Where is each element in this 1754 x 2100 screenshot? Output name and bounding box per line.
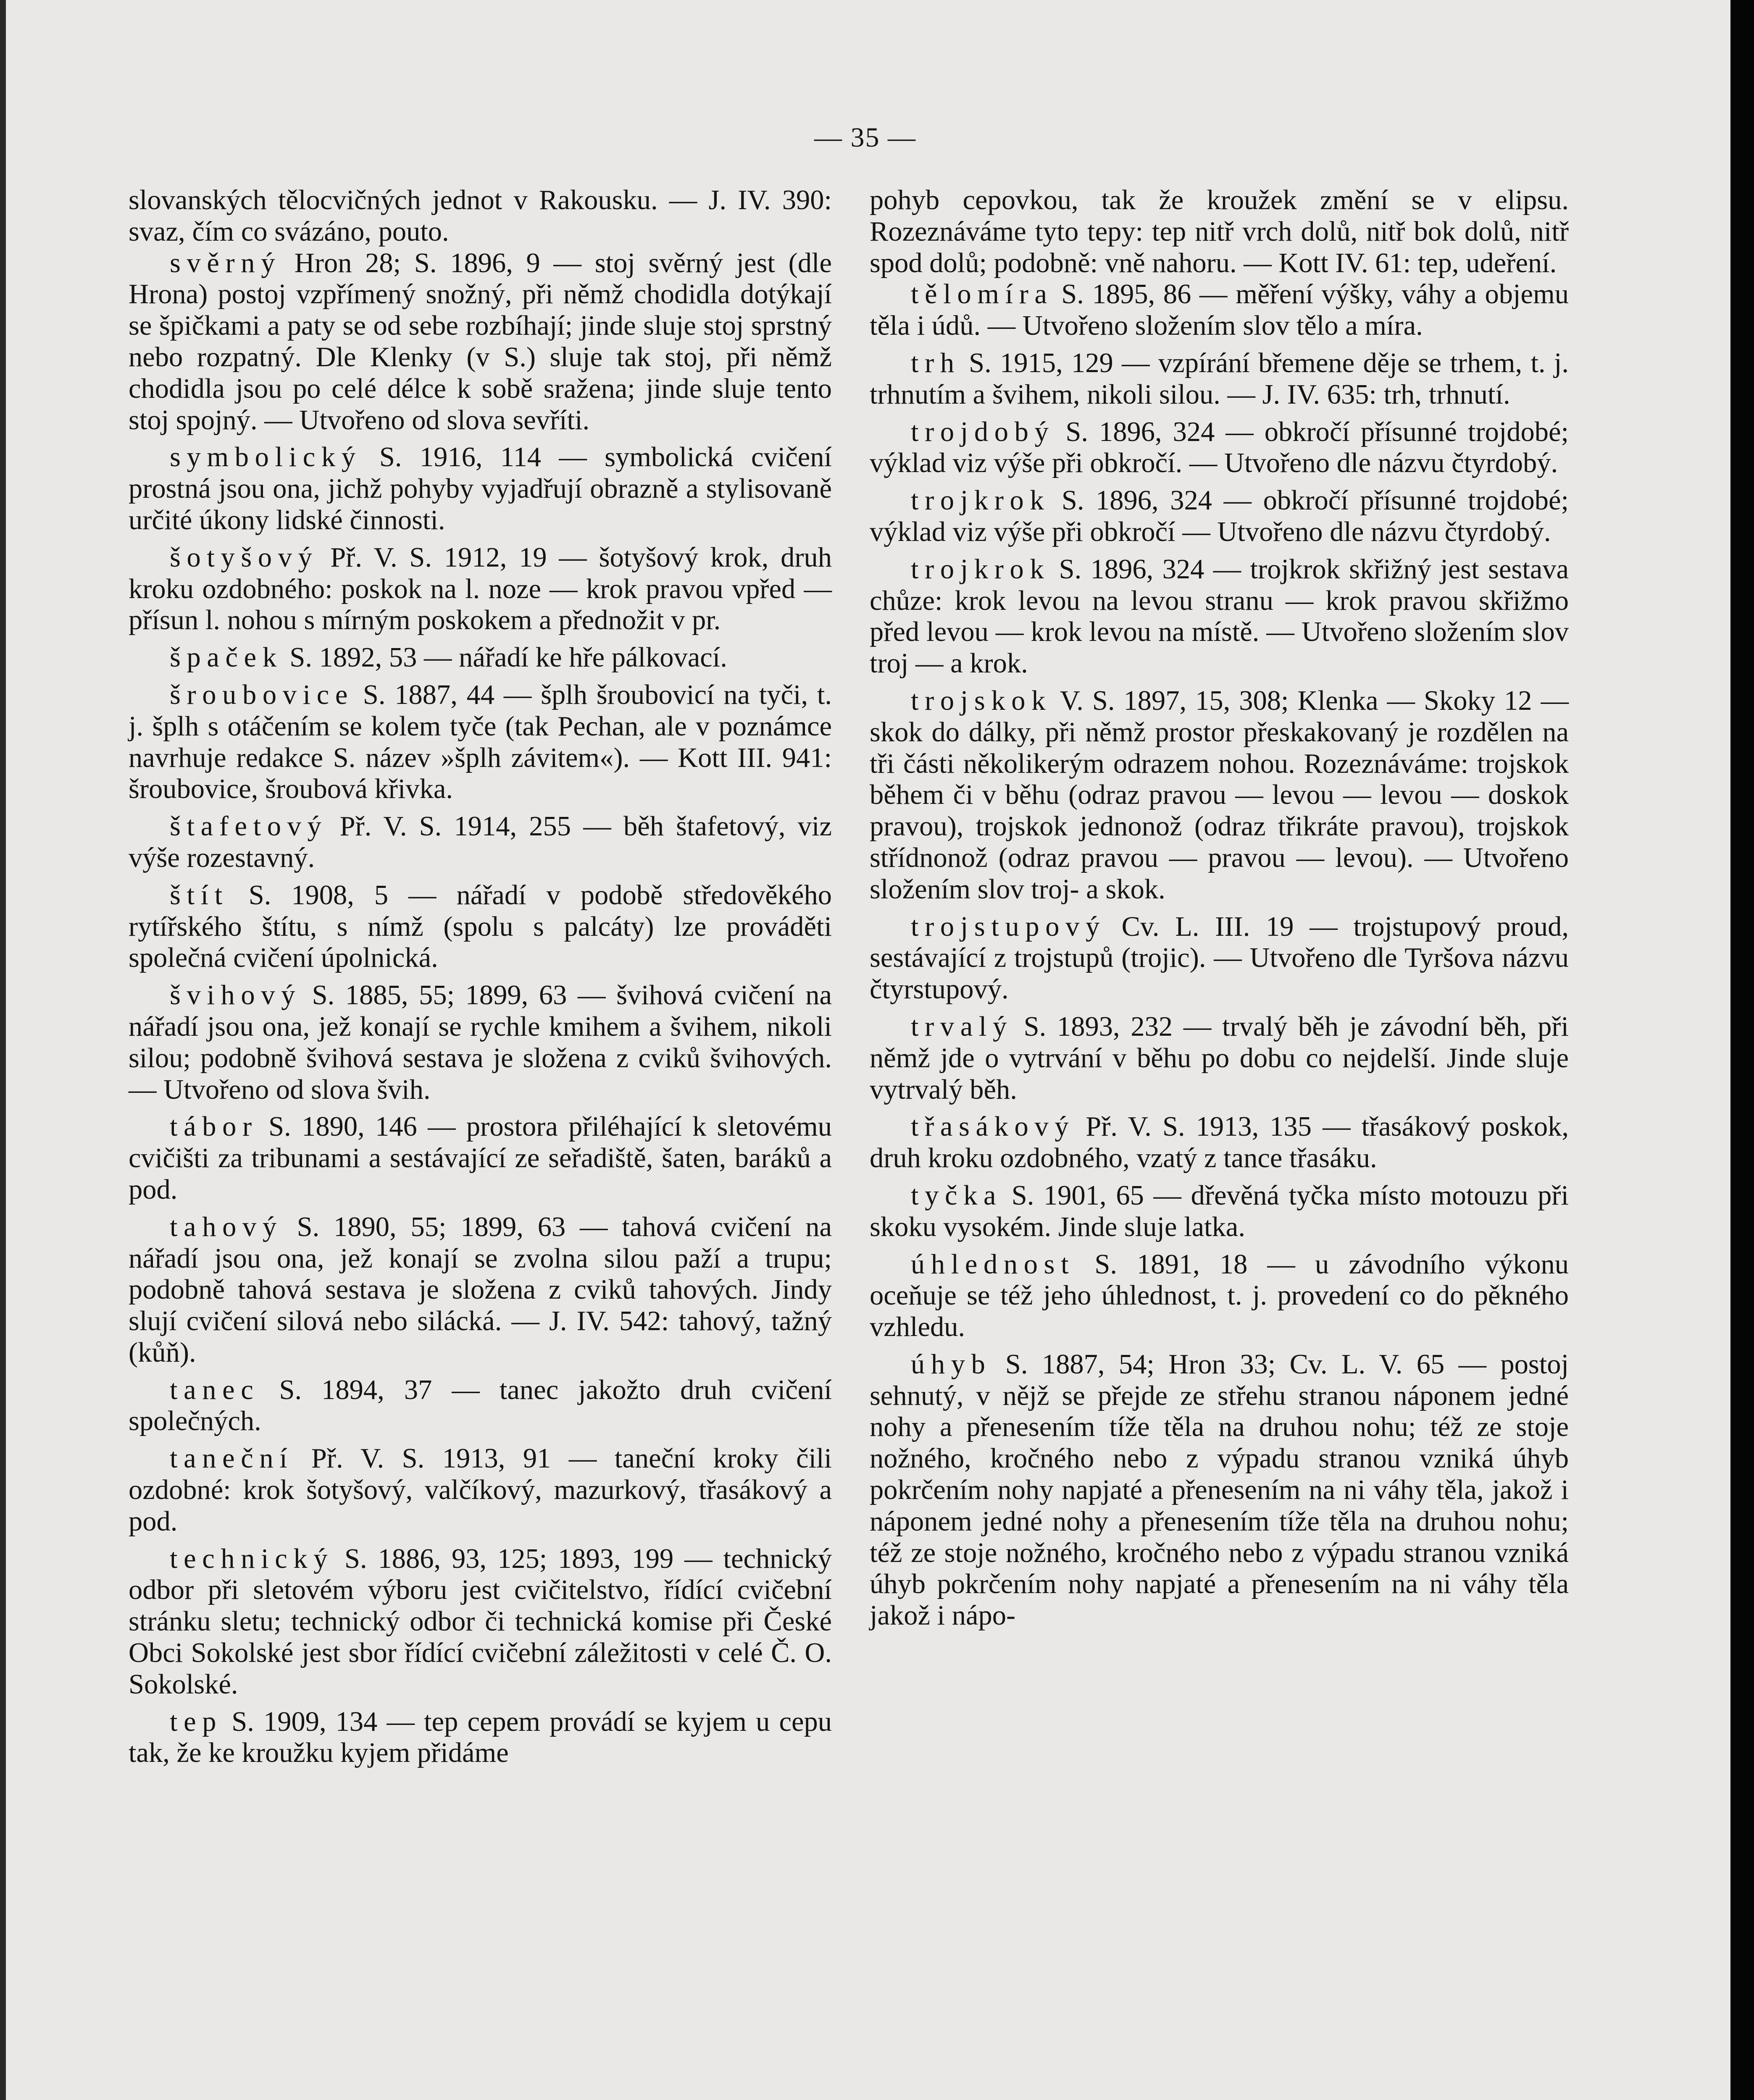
- entry-definition: Př. V. S. 1913, 91 — taneční kroky čili ozdobné: krok šotyšový, valčíkový, mazurkový, třasákový a pod.: [129, 1443, 832, 1537]
- dictionary-entry: [870, 1349, 1569, 1632]
- entry-headword: trojstupový: [911, 911, 1106, 942]
- dictionary-entry: [870, 417, 1569, 480]
- entry-definition: S. 1915, 129 — vzpírání břemene děje se trhem, t. j. trhnutím a švihem, nikoli silou. — J. IV. 635: trh, trhnutí.: [870, 347, 1569, 410]
- dictionary-entry: [129, 811, 832, 874]
- dictionary-entry: [870, 348, 1569, 411]
- dictionary-entry: [870, 1111, 1569, 1174]
- entry-definition: Př. V. S. 1913, 135 — třasákový poskok, druh kroku ozdobného, vzatý z tance třasáku.: [870, 1111, 1569, 1174]
- entry-definition: Př. V. S. 1912, 19 — šotyšový krok, druh kroku ozdobného: poskok na l. noze — krok pravou vpřed — přísun l. nohou s mírným poskokem a přednožit v pr.: [129, 542, 832, 636]
- entry-definition: S. 1901, 65 — dřevěná tyčka místo motouzu při skoku vysokém. Jinde sluje latka.: [870, 1180, 1569, 1242]
- entry-headword: šotyšový: [170, 542, 318, 573]
- entry-headword: tep: [170, 1706, 223, 1737]
- dictionary-entry: [870, 554, 1569, 680]
- entry-definition: S. 1908, 5 — nářadí v podobě středověkého rytířského štítu, s nímž (spolu s palcáty) lze prováděti společná cvičení úpolnická.: [129, 879, 832, 974]
- right-entry-list: [870, 279, 1569, 1632]
- dictionary-entry: [870, 911, 1569, 1005]
- dictionary-entry: [129, 1544, 832, 1701]
- entry-headword: technický: [170, 1543, 334, 1574]
- dictionary-entry: [129, 980, 832, 1105]
- entry-definition: V. S. 1897, 15, 308; Klenka — Skoky 12 — skok do dálky, při němž prostor přeskakovaný je rozdělen na tři části několikerým odrazem nohou. Rozeznáváme: trojskok během či v běhu (odraz pravou — levou — levou — doskok pravou), trojskok jednonož (odraz třikráte pravou), trojskok střídnonož (odraz pravou — pravou — levou). — Utvořeno složením slov troj- a skok.: [870, 685, 1569, 905]
- page-edge-shadow: [0, 0, 6, 2100]
- left-entry-list: [129, 248, 832, 1769]
- dictionary-entry: [129, 442, 832, 536]
- dictionary-entry: [870, 279, 1569, 342]
- entry-definition: S. 1885, 55; 1899, 63 — švihová cvičení na nářadí jsou ona, jež konají se rychle kmihem a švihem, nikoli silou; podobně švihová sestava je složena z cviků švihových. — Utvořeno od slova švih.: [129, 980, 832, 1105]
- entry-definition: S. 1909, 134 — tep cepem provádí se kyjem u cepu tak, že ke kroužku kyjem přidáme: [129, 1706, 832, 1769]
- entry-headword: špaček: [170, 642, 283, 673]
- entry-definition: S. 1894, 37 — tanec jakožto druh cvičení společných.: [129, 1374, 832, 1437]
- entry-headword: švihový: [170, 980, 302, 1011]
- entry-headword: úhyb: [911, 1349, 991, 1380]
- entry-definition: S. 1890, 55; 1899, 63 — tahová cvičení na nářadí jsou ona, jež konají se zvolna silou paží a trupu; podobně tahová sestava je složena z cviků tahových. Jindy slují cvičení silová nebo silácká. — J. IV. 542: tahový, tažný (kůň).: [129, 1211, 832, 1368]
- entry-definition: S. 1887, 54; Hron 33; Cv. L. V. 65 — postoj sehnutý, v nějž se přejde ze střehu stranou náponem jedné nohy a přenesením tíže těla na druhou nohu; též ze stoje nožného, kročného nebo z výpadu stranou vzniká úhyb pokrčením nohy napjaté a přenesením na ni váhy těla, jakož i náponem jedné nohy a přenesením tíže těla na druhou nohu; též ze stoje nožného, kročného nebo z výpadu stranou vzniká úhyb pokrčením nohy napjaté a přenesením na ni váhy těla jakož i nápo-: [870, 1349, 1569, 1631]
- dictionary-entry: [129, 1111, 832, 1205]
- entry-headword: symbolický: [170, 442, 362, 473]
- dictionary-entry: [129, 1375, 832, 1438]
- dictionary-entry: [870, 485, 1569, 548]
- entry-headword: tělomíra: [911, 279, 1053, 310]
- entry-definition: Př. V. S. 1914, 255 — běh štafetový, viz výše rozestavný.: [129, 811, 832, 873]
- dictionary-entry: [129, 542, 832, 636]
- entry-definition: S. 1892, 53 — nářadí ke hře pálkovací.: [282, 642, 727, 673]
- entry-headword: tábor: [170, 1111, 258, 1142]
- dictionary-entry: [870, 1249, 1569, 1343]
- entry-headword: trojkrok: [911, 554, 1050, 585]
- entry-headword: trojdobý: [911, 416, 1055, 447]
- entry-headword: úhlednost: [911, 1249, 1075, 1280]
- dictionary-entry: [129, 880, 832, 974]
- entry-headword: taneční: [170, 1443, 294, 1474]
- entry-headword: třasákový: [911, 1111, 1075, 1142]
- entry-definition: S. 1896, 324 — trojkrok skřižný jest sestava chůze: krok levou na levou stranu — krok pravou skřižmo před levou — krok levou na místě. — Utvořeno složením slov troj — a krok.: [870, 554, 1569, 679]
- dictionary-entry: [870, 685, 1569, 906]
- dictionary-entry: [129, 1443, 832, 1537]
- entry-headword: svěrný: [170, 247, 281, 278]
- dictionary-entry: [870, 1011, 1569, 1105]
- entry-headword: trvalý: [911, 1011, 1013, 1042]
- dictionary-entry: [129, 248, 832, 436]
- dictionary-entry: [129, 642, 832, 674]
- left-column: [129, 185, 832, 1775]
- right-column: [870, 185, 1569, 1638]
- entry-definition: S. 1896, 324 — obkročí přísunné trojdobé; výklad viz výše při obkročí. — Utvořeno dle názvu čtyrdobý.: [870, 416, 1569, 479]
- dictionary-entry: [129, 680, 832, 805]
- entry-headword: trojskok: [911, 685, 1052, 716]
- page-number: — 35 —: [814, 122, 916, 153]
- entry-definition: S. 1887, 44 — šplh šroubovicí na tyči, t. j. šplh s otáčením se kolem tyče (tak Pechan, ale v poznámce navrhuje redakce S. název »šplh závitem«). — Kott III. 941: šroubovice, šroubová křivka.: [129, 679, 832, 805]
- entry-headword: štafetový: [170, 811, 328, 842]
- entry-definition: S. 1890, 146 — prostora přiléhající k sletovému cvičišti za tribunami a sestávající ze seřadiště, šaten, baráků a pod.: [129, 1111, 832, 1205]
- entry-headword: tahový: [170, 1211, 283, 1242]
- entry-definition: S. 1893, 232 — trvalý běh je závodní běh, při němž jde o vytrvání v běhu po dobu co nejdelší. Jinde sluje vytrvalý běh.: [870, 1011, 1569, 1105]
- dictionary-entry: [129, 1212, 832, 1369]
- entry-definition: Hron 28; S. 1896, 9 — stoj svěrný jest (dle Hrona) postoj vzpřímený snožný, při němž chodidla dotýkají se špičkami a paty se od sebe rozbíhají; jinde sluje stoj sprstný nebo rozpatný. Dle Klenky (v S.) sluje tak stoj, při němž chodidla jsou po celé délce k sobě sražena; jinde sluje tento stoj spojný. — Utvořeno od slova sevříti.: [129, 247, 832, 436]
- entry-headword: trh: [911, 347, 960, 378]
- entry-definition: S. 1916, 114 — symbolická cvičení prostná jsou ona, jichž pohyby vyjadřují obrazně a stylisovaně určité úkony lidské činnosti.: [129, 442, 832, 536]
- dictionary-entry: [129, 1706, 832, 1769]
- entry-definition: S. 1886, 93, 125; 1893, 199 — technický odbor při sletovém výboru jest cvičitelstvo, řídící cvičební stránku sletu; technický odbor či technická komise při České Obci Sokolské jest sbor řídící cvičební záležitosti v celé Č. O. Sokolské.: [129, 1543, 832, 1700]
- entry-headword: štít: [170, 879, 229, 911]
- dictionary-entry: [870, 1180, 1569, 1243]
- right-continuation-text: pohyb cepovkou, tak že kroužek změní se v elipsu. Rozeznáváme tyto tepy: tep nitř vrch dolů, nitř bok dolů, nitř spod dolů; podobně: vně nahoru. — Kott IV. 61: tep, udeření.: [870, 185, 1569, 278]
- entry-definition: S. 1895, 86 — měření výšky, váhy a objemu těla i údů. — Utvořeno složením slov tělo a míra.: [870, 279, 1569, 341]
- entry-headword: šroubovice: [170, 679, 354, 710]
- entry-definition: Cv. L. III. 19 — trojstupový proud, sestávající z trojstupů (trojic). — Utvořeno dle Tyršova názvu čtyrstupový.: [870, 911, 1569, 1005]
- left-continuation-text: slovanských tělocvičných jednot v Rakousku. — J. IV. 390: svaz, čím co svázáno, pouto.: [129, 185, 832, 247]
- entry-definition: S. 1896, 324 — obkročí přísunné trojdobé; výklad viz výše při obkročí — Utvořeno dle názvu čtyrdobý.: [870, 485, 1569, 547]
- entry-definition: S. 1891, 18 — u závodního výkonu oceňuje se též jeho úhlednost, t. j. provedení co do pěkného vzhledu.: [870, 1249, 1569, 1343]
- entry-headword: trojkrok: [911, 485, 1050, 516]
- entry-headword: tanec: [170, 1374, 260, 1405]
- entry-headword: tyčka: [911, 1180, 1002, 1211]
